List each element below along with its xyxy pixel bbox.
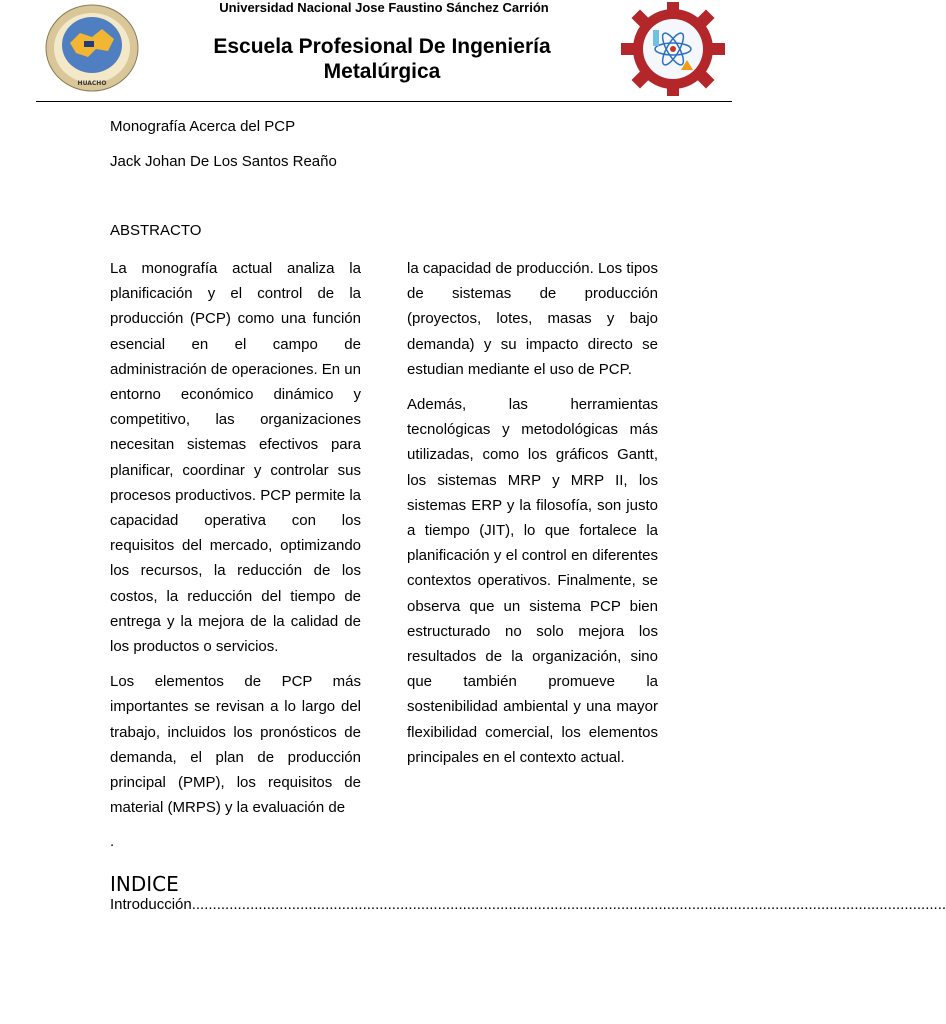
stray-period: .	[110, 833, 115, 850]
index-heading: INDICE	[110, 872, 179, 896]
monograph-title: Monografía Acerca del PCP	[110, 118, 296, 135]
abstract-right-column	[407, 256, 658, 780]
toc-entry[interactable]	[110, 896, 946, 913]
author-name: Jack Johan De Los Santos Reaño	[110, 153, 337, 170]
svg-text:HUACHO: HUACHO	[77, 80, 107, 87]
abstract-paragraph: Los elementos de PCP más importantes se revisan a lo largo del trabajo, incluidos los pronósticos de demanda, el plan de producción principal (PMP), los requisitos de material (MRPS) y la evaluación de	[110, 673, 361, 817]
university-seal-logo	[44, 3, 140, 93]
abstract-paragraph: Además, las herramientas tecnológicas y metodológicas más utilizadas, como los gráficos Gantt, los sistemas MRP y MRP II, los sistemas ERP y la filosofía, son justo a tiempo (JIT), lo que fortalece la planificación y el control en diferentes contextos operativos. Finalmente, se observa que un sistema PCP bien estructurado no solo mejora los resultados de la organización, sino que también promueve la sostenibilidad ambiental y una mayor flexibilidad comercial, los elementos principales en el contexto actual.	[407, 396, 658, 766]
university-name: Universidad Nacional Jose Faustino Sánchez Carrión	[219, 0, 549, 15]
toc-entry-label: Introducción	[110, 896, 192, 913]
abstract-left-column	[110, 256, 361, 830]
toc-dot-leader: .....................................................................................................................................................................................	[191, 896, 946, 913]
faculty-gear-logo	[619, 0, 727, 98]
abstract-paragraph: la capacidad de producción. Los tipos de sistemas de producción (proyectos, lotes, masas y bajo demanda) y su impacto directo se estudian mediante el uso de PCP.	[407, 260, 659, 378]
abstract-paragraph: La monografía actual analiza la planificación y el control de la producción (PCP) como una función esencial en el campo de administración de operaciones. En un entorno económico dinámico y competitivo, las organizaciones necesitan sistemas efectivos para planificar, coordinar y controlar sus procesos productivos. PCP permite la capacidad operativa con los requisitos del mercado, optimizando los recursos, la reducción de los costos, la reducción del tiempo de entrega y la mejora de la calidad de los productos o servicios.	[110, 260, 361, 656]
school-name: Escuela Profesional De Ingeniería Metalúrgica	[213, 35, 551, 83]
abstract-heading: ABSTRACTO	[110, 222, 202, 239]
document-header	[36, 0, 732, 102]
